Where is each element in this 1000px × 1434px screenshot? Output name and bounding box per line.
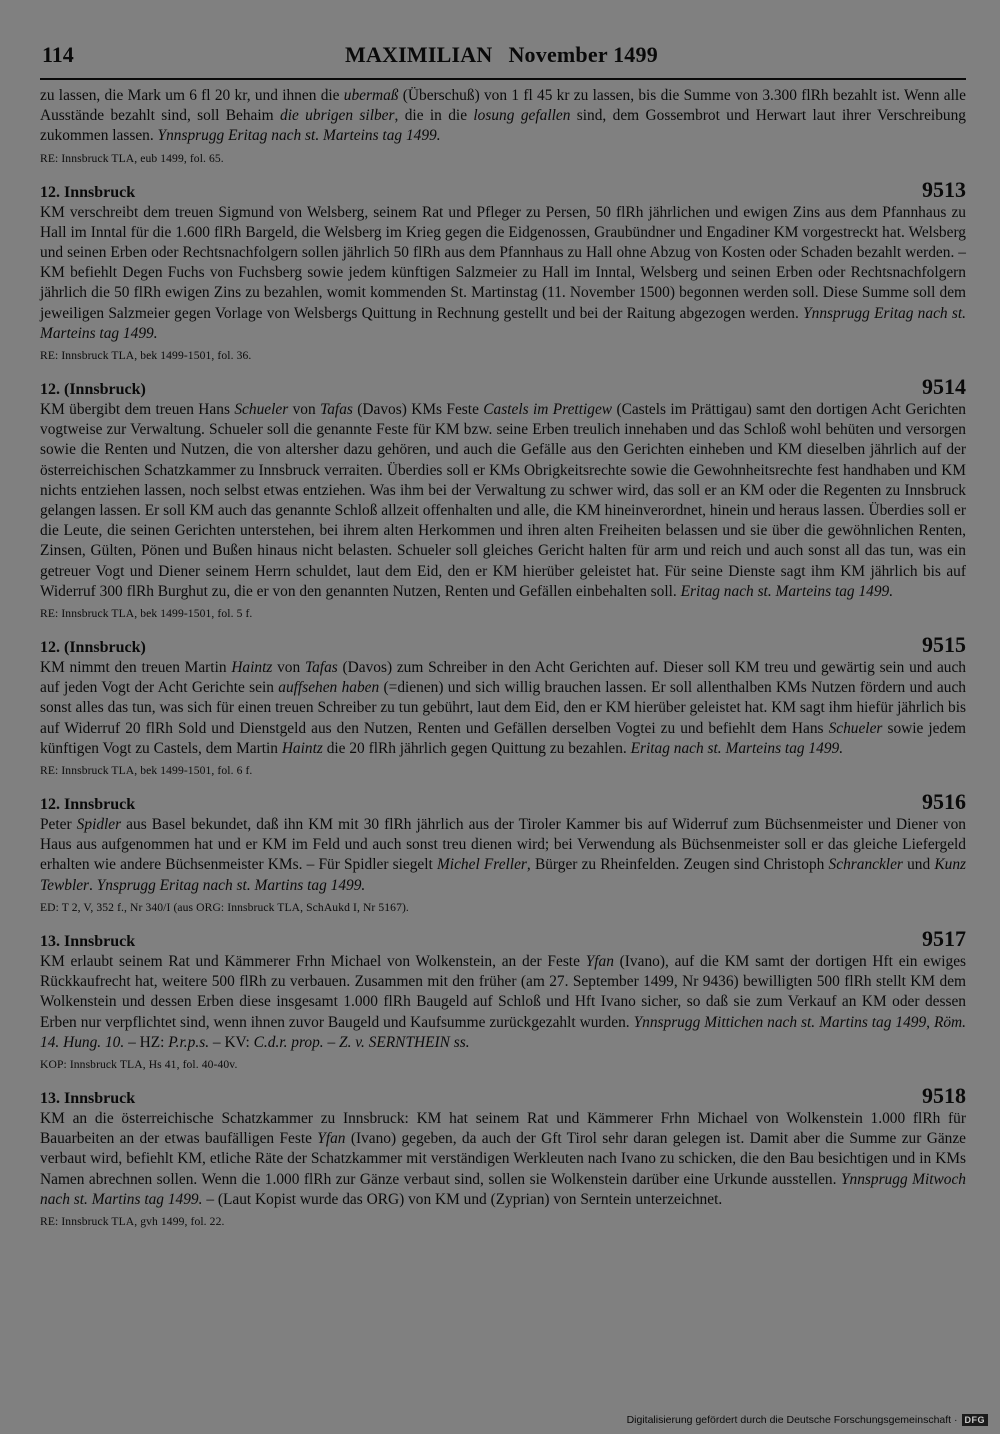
entry-source: KOP: Innsbruck TLA, Hs 41, fol. 40-40v.	[40, 1057, 238, 1071]
entry-text: KM übergibt dem treuen Hans Schueler von Tafas (Davos) KMs Feste Castels im Prettigew (Castels im Prättigau) samt den dortigen Acht Gerichten vogtweise zur Verwaltung. Schueler soll die genannte Feste für KM bzw. seine Erben treulich innehaben und das Schloß wohl behüten und versorgen sowie die Renten und Nutzen, die von altersher dazu gehören, und auch die Gefälle aus den Gerichten einheben und KM dieselben jährlich auf der österreichischen Schatzkammer zu Innsbruck verraiten. Überdies soll er KMs Obrigkeitsrechte sowie die Gewohnheitsrechte fest handhaben und KM nichts entziehen lassen, noch selbst etwas entziehen. Was ihm bei der Verwaltung zu schwer wird, das soll er an KM oder die Regenten zu Innsbruck gelangen lassen. Er soll KM auch das genannte Schloß allzeit offenhalten und alle, die KM hineinverordnet, hinein und heraus lassen. Überdies soll er die Leute, die seinen Gerichten unterstehen, bei ihrem alten Herkommen und ihren alten Freiheiten belassen und sie über die gewöhnlichen Renten, Zinsen, Gülten, Pönen und Bußen hinaus nicht belasten. Schueler soll gleiches Gericht halten für arm und reich und auch sonst all das tun, was ein getreuer Vogt und Diener seinem Herrn schuldet, laut dem Eid, den er KM hierüber geleistet hat. Für seine Dienste sagt ihm KM jährlich bis auf Widerruf 300 flRh Burghut zu, die er von den genannten Nutzen, Renten und Gefällen einbehalten soll. Eritag nach st. Marteins tag 1499.	[40, 401, 967, 600]
page-number: 114	[42, 42, 74, 67]
entry-header	[40, 177, 966, 203]
entry-9516	[40, 789, 966, 916]
entry-date: 12. (Innsbruck)	[40, 639, 146, 657]
running-header	[40, 40, 966, 80]
entry-header	[40, 632, 966, 658]
entry-date: 12. Innsbruck	[40, 183, 136, 201]
entry-source: ED: T 2, V, 352 f., Nr 340/I (aus ORG: Innsbruck TLA, SchAukd I, Nr 5167).	[40, 900, 409, 914]
entry-date: 12. Innsbruck	[40, 796, 136, 814]
entry-number: 9516	[922, 789, 966, 815]
entry-number: 9515	[922, 632, 966, 658]
entry-source: RE: Innsbruck TLA, bek 1499-1501, fol. 36.	[40, 349, 252, 363]
entry-text: KM erlaubt seinem Rat und Kämmerer Frhn Michael von Wolkenstein, an der Feste Yfan (Ivano), auf die KM samt der dortigen Hft ein ewiges Rückkaufrecht hat, weitere 500 flRh zu verbauen. Zusammen mit den früher (am 27. September 1499, Nr 9436) bewilligten 500 flRh stellt KM dem Wolkenstein und dessen Erben diese insgesamt 1.000 flRh Baugeld auf Schloß und Hft Ivano sicher, so daß sie zum Verkauf an KM oder dessen Erben nur verpflichtet sind, wenn ihnen zuvor Baugeld und Kaufsumme zurückgezahlt wurden. Ynnsprugg Mittichen nach st. Martins tag 1499, Röm. 14. Hung. 10. – HZ: P.r.p.s. – KV: C.d.r. prop. – Z. v. SERNTHEIN ss.	[40, 952, 967, 1051]
entry-number: 9514	[922, 374, 966, 400]
entry-date: 12. (Innsbruck)	[40, 381, 146, 399]
dfg-logo: DFG	[962, 1414, 989, 1426]
entry-source: RE: Innsbruck TLA, bek 1499-1501, fol. 5 f.	[40, 607, 253, 621]
entry-9518	[40, 1083, 966, 1230]
entry-header	[40, 926, 966, 952]
intro-source: RE: Innsbruck TLA, eub 1499, fol. 65.	[40, 151, 224, 165]
intro-text: zu lassen, die Mark um 6 fl 20 kr, und ihnen die ubermaß (Überschuß) von 1 fl 45 kr zu lassen, bis die Summe von 3.300 flRh bezahlt ist. Wenn alle Ausstände bezahlt sind, soll Behaim die ubrigen silber, die in die losung gefallen sind, dem Gossembrot und Herwart laut ihrer Verschreibung zukommen lassen. Ynnsprugg Eritag nach st. Marteins tag 1499.	[40, 87, 966, 145]
entry-header	[40, 1083, 966, 1109]
running-title	[345, 42, 658, 68]
entry-source: RE: Innsbruck TLA, bek 1499-1501, fol. 6 f.	[40, 764, 253, 778]
entry-9513	[40, 177, 966, 364]
entry-text: KM verschreibt dem treuen Sigmund von Welsberg, seinem Rat und Pfleger zu Persen, 50 flRh jährlichen und ewigen Zins aus dem Pfannhaus zu Hall im Inntal für die 1.600 flRh Bargeld, die Welsberg im Krieg gegen die Eidgenossen, Graubündner und Engadiner KM vorgestreckt hat. Welsberg und seinen Erben oder Rechtsnachfolgern sollen jährlich 50 flRh aus dem Pfannhaus zu Hall ohne Abzug von Kosten oder Schaden bezahlt werden. – KM befiehlt Degen Fuchs von Fuchsberg sowie jedem künftigen Salzmeier zu Hall im Inntal, Welsberg und seinen Erben oder Rechtsnachfolgern jährlich die 50 flRh ewigen Zins zu bezahlen, womit kommenden St. Martinstag (11. November 1500) begonnen werden soll. Diese Summe soll dem jeweiligen Salzmeier gegen Vorlage von Welsbergs Quittung in Rechnung gestellt und bei der Raitung abgezogen werden. Ynnsprugg Eritag nach st. Marteins tag 1499.	[40, 203, 966, 342]
entry-number: 9518	[922, 1082, 966, 1108]
intro-continuation	[40, 86, 966, 167]
title-name: MAXIMILIAN	[345, 42, 493, 67]
footer-credit	[627, 1414, 988, 1426]
entry-text: Peter Spidler aus Basel bekundet, daß ihn KM mit 30 flRh jährlich aus der Tiroler Kammer bis auf Widerruf zum Büchsenmeister und Diener von Haus aus aufgenommen hat und er KM im Feld und auch sonst treu dienen wird; bei Verwendung als Büchsenmeister soll er das gleiche Liefergeld erhalten wie andere Büchsenmeister KMs. – Für Spidler siegelt Michel Freller, Bürger zu Rheinfelden. Zeugen sind Christoph Schranckler und Kunz Tewbler. Ynsprugg Eritag nach st. Martins tag 1499.	[40, 816, 967, 894]
entry-9517	[40, 926, 966, 1073]
entry-date: 13. Innsbruck	[40, 1089, 136, 1107]
page-body	[40, 86, 966, 1230]
entry-number: 9517	[922, 925, 966, 951]
title-date: November 1499	[508, 42, 658, 67]
footer-text: Digitalisierung gefördert durch die Deutsche Forschungsgemeinschaft ·	[626, 1414, 958, 1426]
entry-9514	[40, 374, 966, 622]
entries-list	[40, 177, 966, 1230]
document-page	[40, 0, 966, 1230]
entry-source: RE: Innsbruck TLA, gvh 1499, fol. 22.	[40, 1214, 225, 1228]
entry-text: KM an die österreichische Schatzkammer zu Innsbruck: KM hat seinem Rat und Kämmerer Frhn Michael von Wolkenstein 1.000 flRh für Bauarbeiten an der etwas baufälligen Feste Yfan (Ivano) gegeben, da auch der Gft Tirol sehr daran gelegen ist. Damit aber die Summe zur Gänze verbaut wird, befiehlt KM, etliche Räte der Schatzkammer mit verständigen Werkleuten nach Ivano zu schicken, die den Bau besichtigen und in KMs Namen abrechnen sollen. Wenn die 1.000 flRh zur Gänze verbaut sind, sollen sie Wolkenstein darüber eine Urkunde ausstellen. Ynnsprugg Mitwoch nach st. Martins tag 1499. – (Laut Kopist wurde das ORG) von KM und (Zyprian) von Serntein unterzeichnet.	[40, 1109, 967, 1208]
entry-9515	[40, 632, 966, 779]
entry-header	[40, 374, 966, 400]
entry-text: KM nimmt den treuen Martin Haintz von Tafas (Davos) zum Schreiber in den Acht Gerichten auf. Dieser soll KM treu und gewärtig sein und auch auf jeden Vogt der Acht Gerichte sein auffsehen haben (=dienen) und sich willig brauchen lassen. Er soll allenthalben KMs Nutzen fördern und auch sonst alles das tun, was sich für einen treuen Schreiber zu tun gebührt, laut dem Eid, den er KM hierüber geleistet hat. KM sagt ihm hiefür jährlich bis auf Widerruf 20 flRh Sold und Dienstgeld aus den Nutzen, Renten und Gefällen derselben Vogtei zu und befiehlt dem Hans Schueler sowie jedem künftigen Vogt zu Castels, dem Martin Haintz die 20 flRh jährlich gegen Quittung zu bezahlen. Eritag nach st. Marteins tag 1499.	[40, 659, 966, 757]
entry-header	[40, 789, 966, 815]
entry-date: 13. Innsbruck	[40, 932, 136, 950]
entry-number: 9513	[922, 176, 966, 202]
